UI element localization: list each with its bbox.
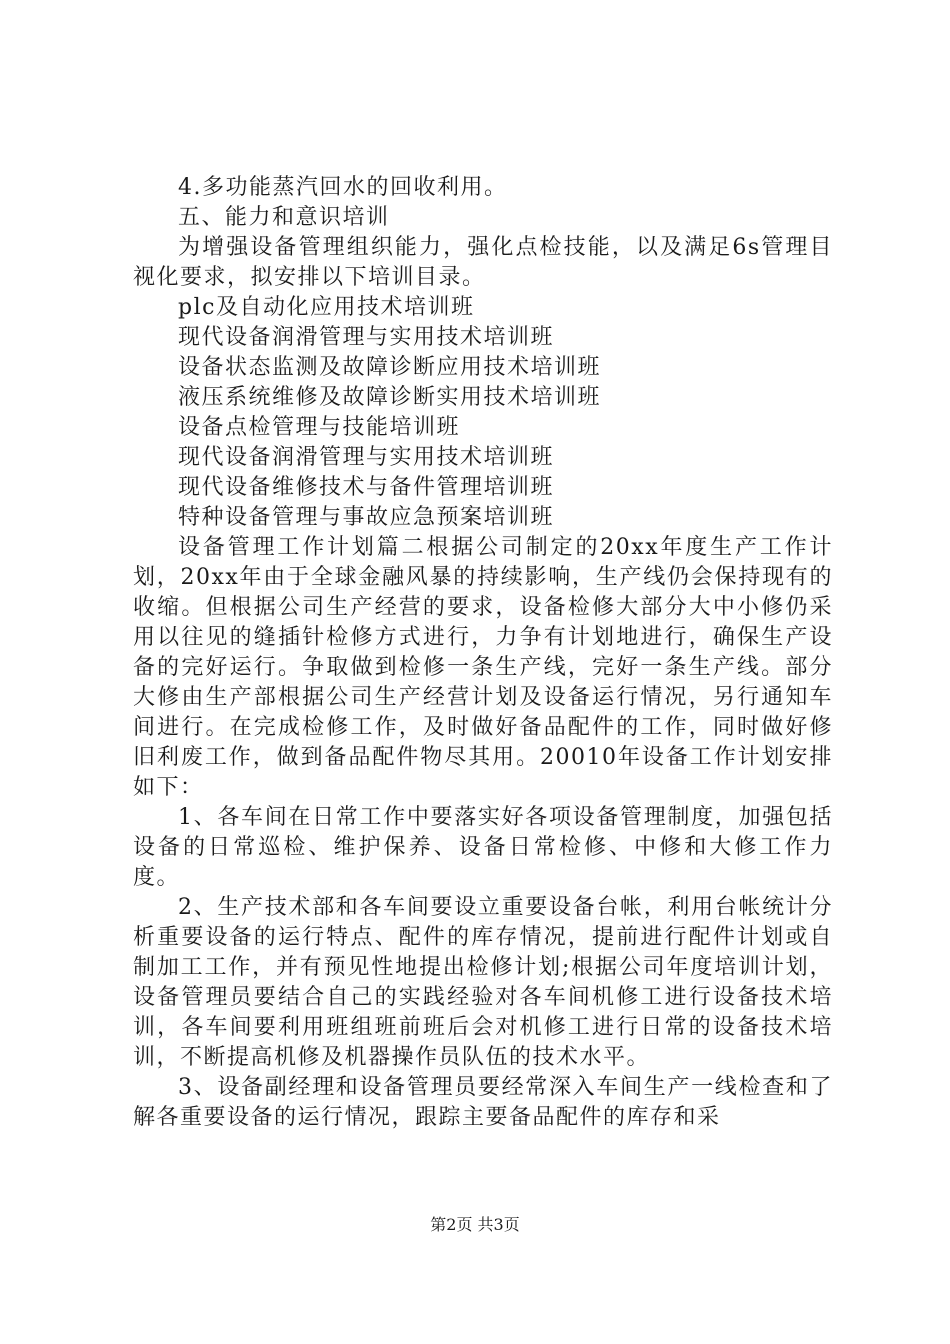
training-item: 现代设备润滑管理与实用技术培训班	[178, 325, 555, 350]
page-number: 第2页 共3页	[430, 1215, 520, 1234]
training-item: 液压系统维修及故障诊断实用技术培训班	[178, 385, 602, 410]
training-item: plc及自动化应用技术培训班	[178, 295, 475, 320]
training-item: 现代设备维修技术与备件管理培训班	[178, 475, 555, 500]
paragraph-item-2: 2、生产技术部和各车间要设立重要设备台帐，利用台帐统计分析重要设备的运行特点、配件的库存情况，提前进行配件计划或自制加工工作，并有预见性地提出检修计划;根据公司年度培训计划，设备管理员要结合自己的实践经验对各车间机修工进行设备技术培训，各车间要利用班组班前班后会对机修工进行日常的设备技术培训，不断提高机修及机器操作员队伍的技术水平。	[133, 895, 833, 1070]
section-heading-training: 五、能力和意识培训	[178, 205, 390, 230]
paragraph-item-1: 1、各车间在日常工作中要落实好各项设备管理制度，加强包括设备的日常巡检、维护保养、设备日常检修、中修和大修工作力度。	[133, 805, 833, 890]
training-item: 现代设备润滑管理与实用技术培训班	[178, 445, 555, 470]
paragraph-plan-two: 设备管理工作计划篇二根据公司制定的20xx年度生产工作计划，20xx年由于全球金融风暴的持续影响，生产线仍会保持现有的收缩。但根据公司生产经营的要求，设备检修大部分大中小修仍采用以往见的缝插针检修方式进行，力争有计划地进行，确保生产设备的完好运行。争取做到检修一条生产线，完好一条生产线。部分大修由生产部根据公司生产经营计划及设备运行情况，另行通知车间进行。在完成检修工作，及时做好备品配件的工作，同时做好修旧利废工作，做到备品配件物尽其用。20010年设备工作计划安排如下：	[133, 535, 833, 800]
training-item: 特种设备管理与事故应急预案培训班	[178, 505, 555, 530]
paragraph-item-3: 3、设备副经理和设备管理员要经常深入车间生产一线检查和了解各重要设备的运行情况，跟踪主要备品配件的库存和采	[133, 1075, 833, 1130]
paragraph-training-intro: 为增强设备管理组织能力，强化点检技能，以及满足6s管理目视化要求，拟安排以下培训目录。	[133, 235, 833, 290]
training-item: 设备点检管理与技能培训班	[178, 415, 461, 440]
list-item-steam-water: 4.多功能蒸汽回水的回收利用。	[178, 175, 508, 200]
training-item: 设备状态监测及故障诊断应用技术培训班	[178, 355, 602, 380]
document-body	[133, 173, 833, 1133]
